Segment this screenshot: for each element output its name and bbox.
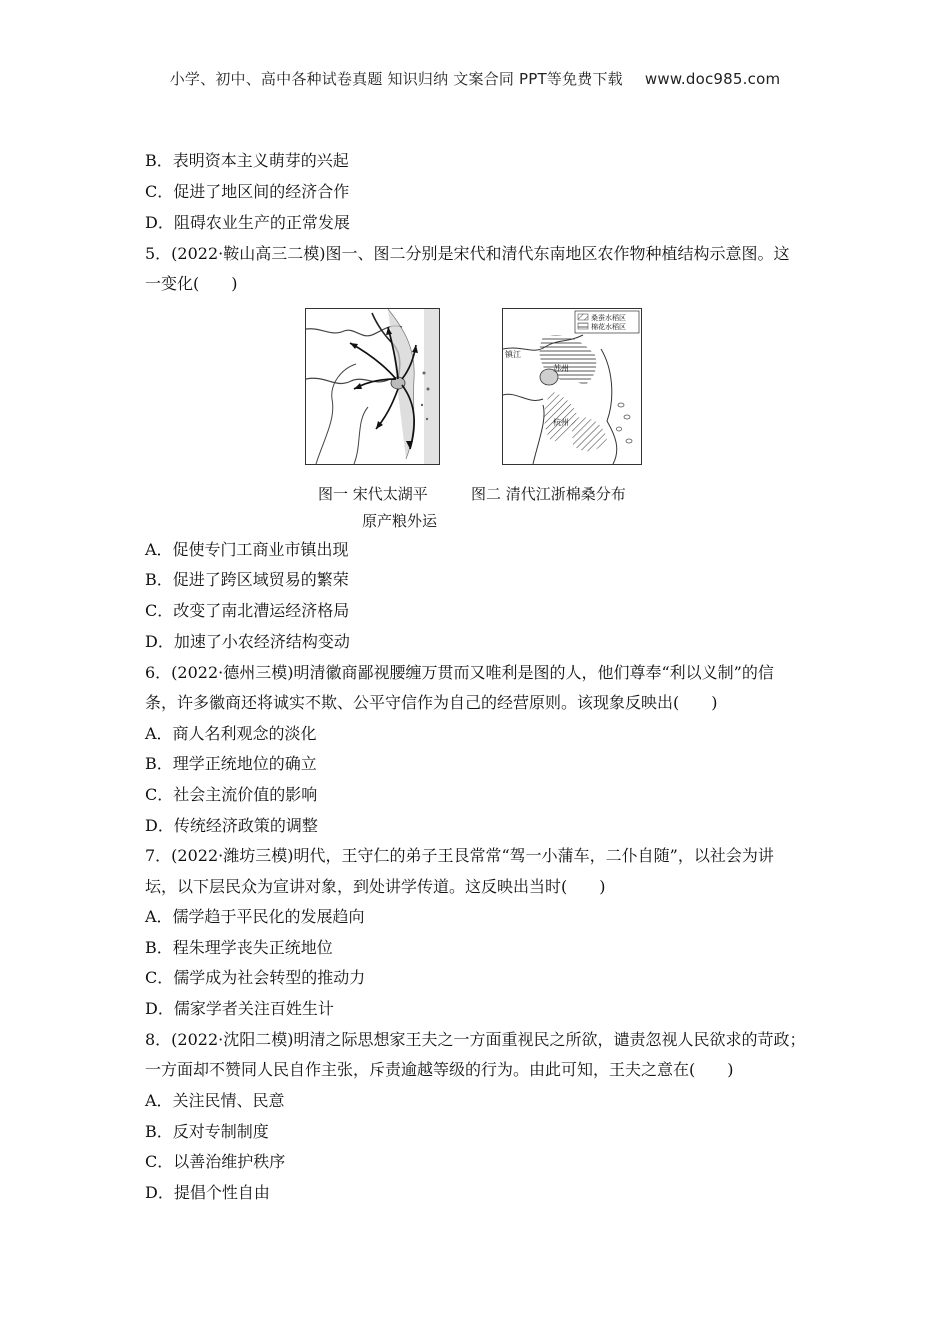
q7-stem-line2: 坛，以下层民众为宣讲对象，到处讲学传道。这反映出当时( ) (145, 877, 606, 896)
fig2-legend-2: 棉花水稻区 (591, 323, 626, 331)
q6-option-b: B．理学正统地位的确立 (145, 754, 317, 773)
figure-2-map (502, 308, 642, 465)
q5-option-a: A．促使专门工商业市镇出现 (145, 540, 349, 559)
q8-option-c: C．以善治维护秩序 (145, 1152, 286, 1171)
q7-option-b: B．程朱理学丧失正统地位 (145, 938, 333, 957)
q6-option-d: D．传统经济政策的调整 (145, 816, 318, 835)
q5-option-d: D．加速了小农经济结构变动 (145, 632, 350, 651)
q5-stem-line1: 5．(2022·鞍山高三二模)图一、图二分别是宋代和清代东南地区农作物种植结构示意图。这 (145, 244, 790, 263)
q8-option-d: D．提倡个性自由 (145, 1183, 270, 1202)
fig2-place-hangzhou: 杭州 (553, 418, 569, 427)
q6-option-a: A．商人名利观念的淡化 (145, 724, 317, 743)
q5-option-c: C．改变了南北漕运经济格局 (145, 601, 350, 620)
q7-option-d: D．儒家学者关注百姓生计 (145, 999, 334, 1018)
figure-2-svg (503, 309, 641, 464)
q8-option-a: A．关注民情、民意 (145, 1091, 285, 1110)
fig2-place-zhenjiang: 镇江 (505, 350, 521, 359)
q8-stem-line2: 一方面却不赞同人民自作主张，斥责逾越等级的行为。由此可知，王夫之意在( ) (145, 1060, 734, 1079)
page-header (0, 68, 950, 89)
figure-1-map (305, 308, 440, 465)
q7-stem-line1: 7．(2022·潍坊三模)明代，王守仁的弟子王艮常常“驾一小蒲车，二仆自随”，以社会为讲 (145, 846, 774, 865)
fig1-caption-line1: 图一 宋代太湖平 (318, 485, 428, 503)
fig2-caption: 图二 清代江浙棉桑分布 (471, 485, 626, 503)
q4-option-d: D．阻碍农业生产的正常发展 (145, 213, 350, 232)
q6-stem-line2: 条，许多徽商还将诚实不欺、公平守信作为自己的经营原则。该现象反映出( ) (145, 693, 718, 712)
q7-option-a: A．儒学趋于平民化的发展趋向 (145, 907, 365, 926)
q5-option-b: B．促进了跨区域贸易的繁荣 (145, 570, 349, 589)
q7-option-c: C．儒学成为社会转型的推动力 (145, 968, 366, 987)
header-url[interactable]: www.doc985.com (644, 70, 781, 88)
q4-option-b: B．表明资本主义萌芽的兴起 (145, 151, 349, 170)
q6-stem-line1: 6．(2022·德州三模)明清徽商鄙视腰缠万贯而又唯利是图的人，他们尊奉“利以义制”的信 (145, 663, 774, 682)
q8-option-b: B．反对专制制度 (145, 1122, 269, 1141)
q4-option-c: C．促进了地区间的经济合作 (145, 182, 350, 201)
q5-stem-line2: 一变化( ) (145, 274, 238, 293)
header-text: 小学、初中、高中各种试卷真题 知识归纳 文案合同 PPT等免费下载 (169, 70, 623, 88)
q6-option-c: C．社会主流价值的影响 (145, 785, 318, 804)
fig1-caption-line2: 原产粮外运 (362, 512, 438, 530)
q8-stem-line1: 8．(2022·沈阳二模)明清之际思想家王夫之一方面重视民之所欲，谴责忽视人民欲求的苛政； (145, 1030, 806, 1049)
figure-1-svg (306, 309, 439, 464)
fig2-legend-1: 桑蚕水稻区 (591, 314, 626, 322)
fig2-place-suzhou: 苏州 (553, 364, 569, 373)
